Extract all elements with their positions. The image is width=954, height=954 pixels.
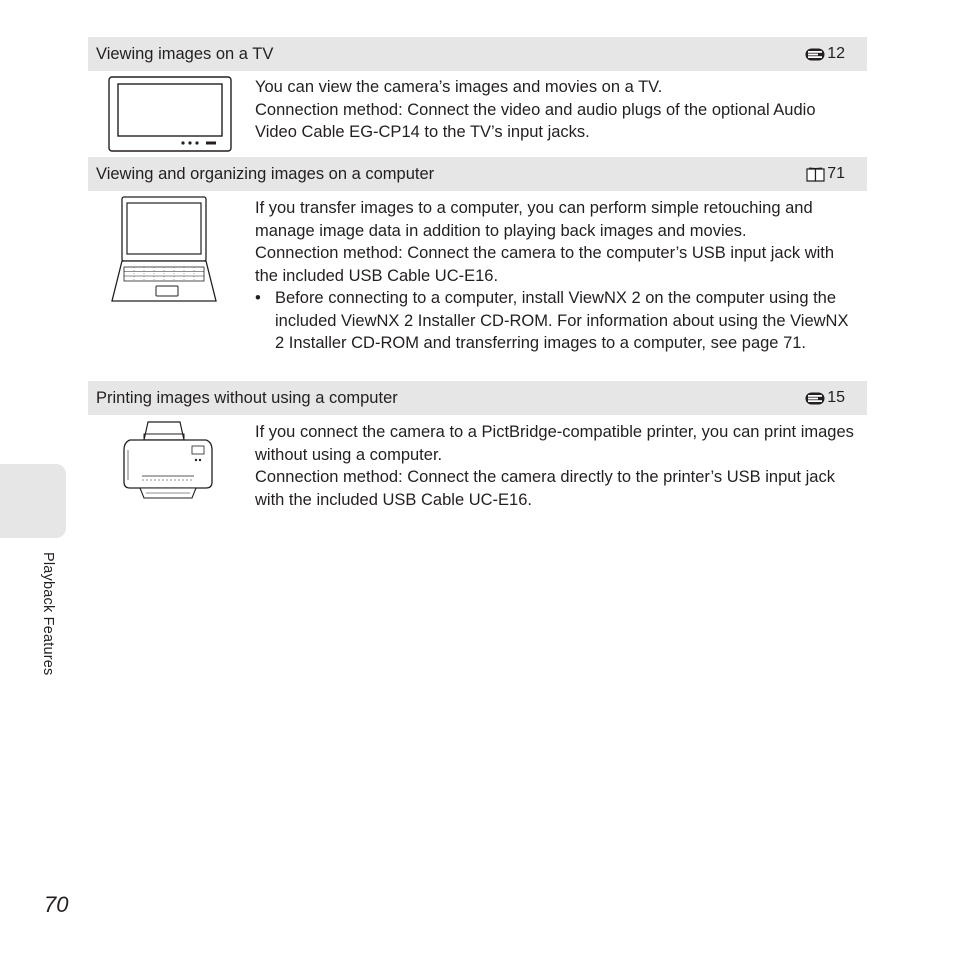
e-reference-icon (805, 48, 825, 61)
body-paragraph: Connection method: Connect the camera directly to the printer’s USB input jack with the included USB Cable UC-E16. (255, 468, 835, 509)
section-body-tv (255, 76, 861, 144)
section-title: Viewing images on a TV (96, 44, 274, 63)
reference-page: 15 (827, 389, 845, 406)
body-paragraph: If you connect the camera to a PictBridge-compatible printer, you can print images without using a computer. (255, 423, 854, 464)
body-paragraph: If you transfer images to a computer, you can perform simple retouching and manage image data in addition to playing back images and movies. (255, 199, 813, 240)
section-header-tv (88, 37, 867, 71)
chapter-side-label: Playback Features (40, 552, 56, 676)
section-reference (805, 389, 845, 407)
bullet-text: Before connecting to a computer, install ViewNX 2 on the computer using the included ViewNX 2 Installer CD-ROM. For information about using the ViewNX 2 Installer CD-ROM and transferring images to a computer, see page 71. (275, 289, 849, 352)
section-body-printer (255, 421, 861, 511)
book-reference-icon (806, 167, 825, 182)
section-title: Printing images without using a computer (96, 388, 398, 407)
reference-page: 12 (827, 45, 845, 62)
printer-icon (122, 420, 214, 504)
reference-page: 71 (827, 165, 845, 182)
section-body-computer (255, 197, 861, 355)
page-number: 70 (44, 892, 69, 917)
body-paragraph: Connection method: Connect the camera to the computer’s USB input jack with the included USB Cable UC-E16. (255, 244, 835, 285)
body-paragraph: Connection method: Connect the video and audio plugs of the optional Audio Video Cable EG-CP14 to the TV’s input jacks. (255, 100, 816, 141)
tv-icon (108, 76, 232, 152)
laptop-icon (110, 195, 218, 303)
section-header-printer (88, 381, 867, 415)
section-reference (805, 45, 845, 63)
bullet-item (255, 287, 861, 355)
e-reference-icon (805, 392, 825, 405)
section-title: Viewing and organizing images on a computer (96, 164, 435, 183)
section-header-computer (88, 157, 867, 191)
bullet-mark: • (255, 289, 261, 307)
chapter-side-tab (0, 464, 66, 538)
section-reference (806, 165, 845, 183)
body-paragraph: You can view the camera’s images and movies on a TV. (255, 78, 663, 96)
